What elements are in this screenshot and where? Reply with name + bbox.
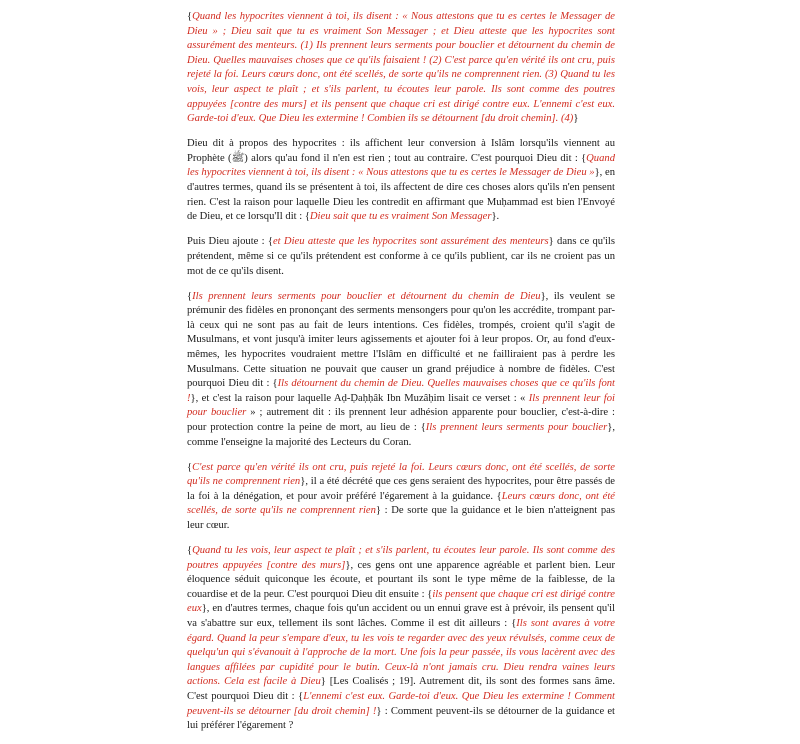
commentary-segment: }, ils veulent se prémunir des fidèles en prononçant des serments mensongers pour qu'on les accrédite, trompant par-là ceux qui ne sont pas au fait de leurs intentions. Ces fidèles, trompés, croient qu'il s'agit de Musulmans, et vont jusqu'à imiter leurs agissements et ajouter foi à leur propos. Or, au fond d'eux-mêmes, les hypocrites voudraient mettre l'Islâm en difficulté et ne failliraient pas à perdre les Musulmans. Cette situation ne pouvait que causer un grand préjudice à nombre de fidèles. C'est pourquoi Dieu dit : { (187, 290, 615, 390)
commentary-segment: { (187, 545, 193, 557)
commentary-segment: }, comme l'enseigne la majorité des Lecteurs du Coran. (187, 421, 615, 448)
quran-quote: et Dieu atteste que les hypocrites sont assurément des menteurs (272, 236, 549, 248)
commentary-segment: » ; autrement dit : ils prennent leur adhésion apparente pour bouclier, c'est-à-dire : pour protection contre la peine de mort, au lieu de : { (187, 407, 615, 433)
commentary-segment: } (573, 113, 579, 125)
commentary-segment: }, il a été décrété que ces gens seraient des hypocrites, pour être passés de la foi à la dénégation, et pour avoir préféré l'égarement à la guidance. { (187, 476, 616, 502)
quran-quote: L'ennemi c'est eux. Garde-toi d'eux. Que Dieu les extermine ! Comment peuvent-ils se détourner [du droit chemin] ! (187, 691, 615, 717)
quran-quote: C'est parce qu'en vérité ils ont cru, puis rejeté la foi. Leurs cœurs donc, ont été scellés, de sorte qu'ils ne comprennent rien (187, 461, 615, 488)
quran-quote: Ils prennent leurs serments pour bouclier et détournent du chemin de Dieu (192, 290, 541, 302)
commentary-segment: { (187, 11, 193, 22)
commentary-segment: } : De sorte que la guidance et le bien n'atteignent pas leur cœur. (187, 505, 615, 531)
quran-quote: Dieu sait que tu es vraiment Son Messager (309, 211, 492, 223)
paragraph (187, 137, 615, 225)
commentary-segment: }, en d'autres termes, chaque fois qu'un accident ou un ennui grave est à prévoir, ils pensent qu'il va s'abattre sur eux, tellement ils sont lâches. Comme il est dit ailleurs : { (187, 603, 615, 630)
paragraph (187, 10, 615, 127)
paragraph (187, 235, 615, 279)
paragraph (187, 290, 615, 451)
commentary-segment: } [Les Coalisés ; 19]. Autrement dit, ils sont des formes sans âme. C'est pourquoi Dieu dit : { (187, 676, 615, 703)
paragraph (187, 544, 615, 734)
quran-quote: Quand les hypocrites viennent à toi, ils disent : « Nous attestons que tu es certes le Messager de Dieu » (187, 152, 615, 179)
quran-quote: ils pensent que chaque cri est dirigé contre eux (187, 588, 615, 615)
commentary-segment: } : Comment peuvent-ils se détourner de la guidance et lui préférer l'égarement ? (187, 705, 615, 732)
commentary-segment: } dans ce qu'ils prétendent, même si ce qu'ils prétendent est conforme à ce qu'ils publient, car ils ne croient pas un mot de ce qu'ils disent. (187, 236, 615, 277)
quran-quote: Leurs cœurs donc, ont été scellés, de sorte qu'ils ne comprennent rien (187, 490, 615, 517)
commentary-segment: }, ces gens ont une apparence agréable et parlent bien. Leur éloquence séduit quiconque les écoute, et pourtant ils sont le type même de la faiblesse, de la couardise et de la peur. C'est pourquoi Dieu dit ensuite : { (187, 559, 615, 600)
quran-quote: Quand les hypocrites viennent à toi, ils disent : « Nous attestons que tu es certes le Messager de Dieu » ; Dieu sait que tu es vraiment Son Messager ; et Dieu atteste que les hypocrites sont assurément des menteurs. (1) Ils prennent leurs serments pour bouclier et détournent du chemin de Dieu. Quelles mauvaises choses que ce qu'ils faisaient ! (2) C'est parce qu'en vérité ils ont cru, puis rejeté la foi. Leurs cœurs donc, ont été scellés, de sorte qu'ils ne comprennent rien. (3) Quand tu les vois, leur aspect te plaît ; et s'ils parlent, tu écoutes leur parole. Ils sont comme des poutres appuyées [contre des murs] et ils pensent que chaque cri est dirigé contre eux. L'ennemi c'est eux. Garde-toi d'eux. Que Dieu les extermine ! Combien ils se détournent [du droit chemin]. (4) (187, 11, 615, 125)
commentary-segment: }, en d'autres termes, quand ils se présentent à toi, ils affectent de dire ces choses alors qu'ils n'en pensent rien. C'est la raison pour laquelle Dieu les contredit en affirmant que Muḥammad est bien l'Envoyé de Dieu, et ce lorsqu'Il dit : { (187, 167, 615, 223)
commentary-segment: }. (491, 211, 500, 223)
quran-quote: Quand tu les vois, leur aspect te plaît ; et s'ils parlent, tu écoutes leur parole. Ils sont comme des poutres appuyées [contre des murs] (187, 545, 615, 571)
commentary-segment: { (187, 290, 193, 302)
paragraph (187, 461, 615, 534)
commentary-text (187, 10, 615, 744)
quran-quote: Ils prennent leurs serments pour bouclier (425, 421, 608, 433)
quran-quote: Ils prennent leur foi pour bouclier (187, 392, 615, 419)
commentary-segment: { (187, 461, 193, 473)
commentary-segment: Puis Dieu ajoute : { (187, 236, 273, 248)
quran-quote: Ils sont avares à votre égard. Quand la peur s'empare d'eux, tu les vois te regarder avec des yeux révulsés, comme ceux de quelqu'un qui s'évanouit à l'approche de la mort. Une fois la peur passée, ils vous lacèrent avec des langues affilées par cupidité pour le butin. Ceux-là n'ont jamais cru. Dieu rendra vaines leurs actions. Cela est facile à Dieu (187, 618, 615, 688)
commentary-segment: }, et c'est la raison pour laquelle Aḍ-Ḍaḥḥâk Ibn Muzâḥim lisait ce verset : « (190, 392, 529, 404)
quran-quote: Ils détournent du chemin de Dieu. Quelles mauvaises choses que ce qu'ils font ! (187, 378, 616, 404)
commentary-segment: Dieu dit à propos des hypocrites : ils affichent leur conversion à Islâm lorsqu'ils viennent au Prophète (ﷺ) alors qu'au fond il n'en est rien ; tout au contraire. C'est pourquoi Dieu dit : { (187, 138, 615, 164)
